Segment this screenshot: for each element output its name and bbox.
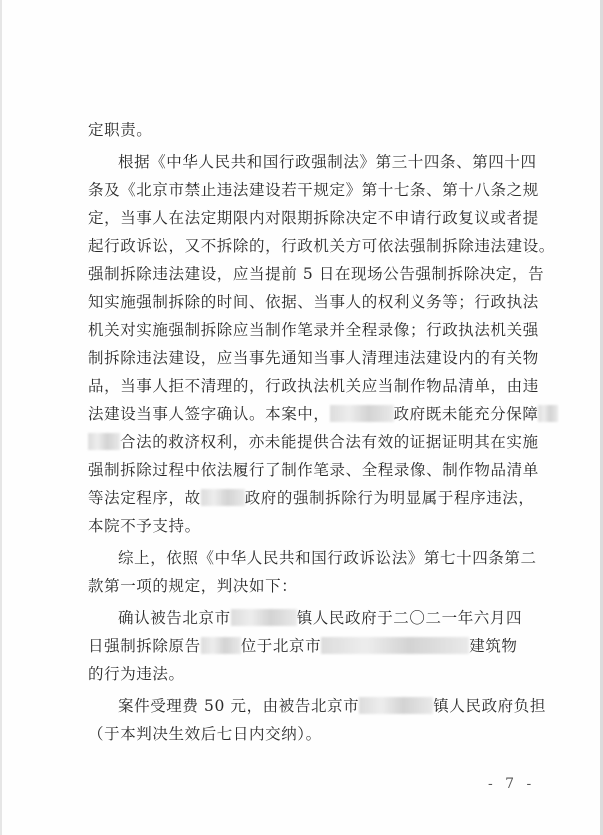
redaction-block xyxy=(88,433,120,450)
redaction-block xyxy=(321,637,469,654)
redaction-block xyxy=(330,405,394,422)
text-line: 制拆除违法建设，应当事先通知当事人清理违法建设内的有关物 xyxy=(88,349,539,367)
text-line: 案件受理费 50 元，由被告北京市 镇人民政府负担 xyxy=(118,697,546,715)
text-line: 品，当事人拒不清理的，行政执法机关应当制作物品清单，由违 xyxy=(88,377,539,395)
text-line: 强制拆除违法建设，应当提前 5 日在现场公告强制拆除决定，告 xyxy=(88,265,545,283)
text-line: 综上，依照《中华人民共和国行政诉讼法》第七十四条第二 xyxy=(118,549,537,567)
text-line: 的行为违法。 xyxy=(88,665,185,683)
text-line: 法建设当事人签字确认。本案中， 政府既未能充分保障 xyxy=(88,402,558,426)
text-line: 起行政诉讼，又不拆除的，行政机关方可依法强制拆除违法建设。 xyxy=(88,237,555,255)
text-line: 等法定程序，故 政府的强制拆除行为明显属于程序违法， xyxy=(88,489,535,507)
redaction-block xyxy=(201,637,241,654)
text-line: 强制拆除过程中依法履行了制作笔录、全程录像、制作物品清单 xyxy=(88,461,539,479)
text-line: 确认被告北京市 镇人民政府于二〇二一年六月四 xyxy=(118,609,523,627)
text-line: （于本判决生效后七日内交纳）。 xyxy=(88,725,322,743)
redaction-block xyxy=(359,697,433,714)
text-line: 知实施强制拆除的时间、依据、当事人的权利义务等；行政执法 xyxy=(88,293,539,311)
text-line: 本院不予支持。 xyxy=(88,517,201,535)
redaction-block xyxy=(201,489,245,506)
page-left-edge xyxy=(0,0,2,835)
text-line: 定职责。 xyxy=(88,121,153,139)
redaction-block xyxy=(231,609,297,626)
text-line: 条及《北京市禁止违法建设若干规定》第十七条、第十八条之规 xyxy=(88,181,539,199)
text-line: 款第一项的规定，判决如下： xyxy=(88,577,298,595)
text-line: 机关对实施强制拆除应当制作笔录并全程录像；行政执法机关强 xyxy=(88,321,539,339)
text-line: 根据《中华人民共和国行政强制法》第三十四条、第四十四 xyxy=(118,153,537,171)
redaction-block xyxy=(538,405,558,422)
text-line: 日强制拆除原告 位于北京市 建筑物 xyxy=(88,637,518,655)
text-line: 定，当事人在法定期限内对限期拆除决定不申请行政复议或者提 xyxy=(88,209,539,227)
page-number: - 7 - xyxy=(488,776,536,792)
text-line: 合法的救济权利，亦未能提供合法有效的证据证明其在实施 xyxy=(88,430,558,454)
